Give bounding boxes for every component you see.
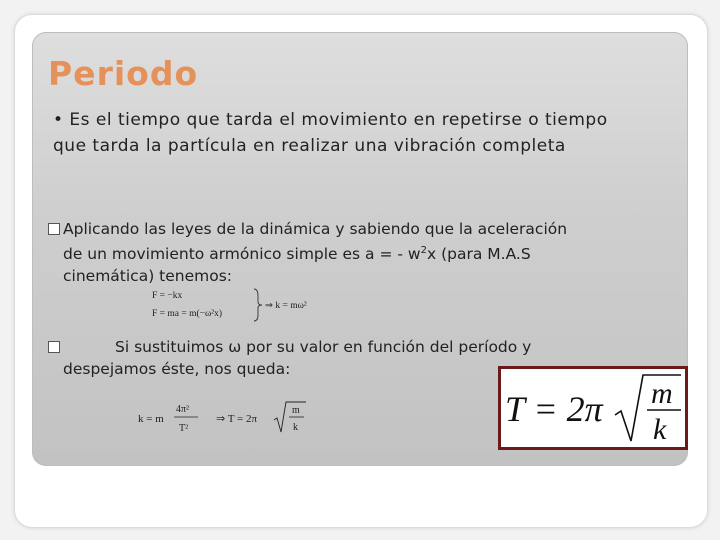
period-formula bbox=[501, 369, 685, 447]
slide-title: Periodo bbox=[48, 54, 199, 93]
dynamics-line-3: cinemática) tenemos: bbox=[63, 267, 233, 286]
eq2-lhs: k = m bbox=[138, 413, 164, 425]
force-equations bbox=[150, 286, 330, 324]
period-formula-box bbox=[498, 366, 688, 450]
formula-num: m bbox=[651, 377, 673, 410]
substitution-line-2: despejamos éste, nos queda: bbox=[63, 360, 291, 378]
eq2-den: T² bbox=[179, 423, 189, 434]
dynamics-line-2-text: de un movimiento armónico simple es a = - w bbox=[63, 245, 421, 264]
dynamics-line-2-rest: x (para M.A.S bbox=[426, 245, 531, 264]
superscript-2: 2 bbox=[420, 245, 427, 256]
eq2-sqrt-den: k bbox=[293, 422, 298, 433]
dynamics-paragraph bbox=[63, 218, 653, 287]
eq2-num: 4π² bbox=[176, 404, 190, 415]
eq-k: ⇒ k = mω² bbox=[265, 301, 307, 311]
brace-icon bbox=[254, 289, 262, 321]
eq2-result: ⇒ T = 2π bbox=[216, 413, 258, 425]
dynamics-line-2 bbox=[63, 240, 653, 265]
checkbox-bullet-icon bbox=[48, 341, 60, 353]
definition-text: • Es el tiempo que tarda el movimiento en repetirse o tiempo que tarda la partícula en realizar una vibración completa bbox=[53, 110, 608, 156]
eq-hooke: F = −kx bbox=[152, 291, 183, 301]
period-derivation bbox=[136, 398, 316, 440]
formula-lhs: T = 2π bbox=[505, 389, 603, 429]
substitution-line-1: Si sustituimos ω por su valor en función del período y bbox=[115, 338, 532, 356]
formula-den: k bbox=[653, 413, 667, 446]
checkbox-bullet-icon bbox=[48, 223, 60, 235]
eq-newton: F = ma = m(−ω²x) bbox=[152, 309, 223, 319]
eq2-sqrt-num: m bbox=[292, 405, 300, 416]
dynamics-line-1: Aplicando las leyes de la dinámica y sabiendo que la aceleración bbox=[63, 220, 568, 238]
